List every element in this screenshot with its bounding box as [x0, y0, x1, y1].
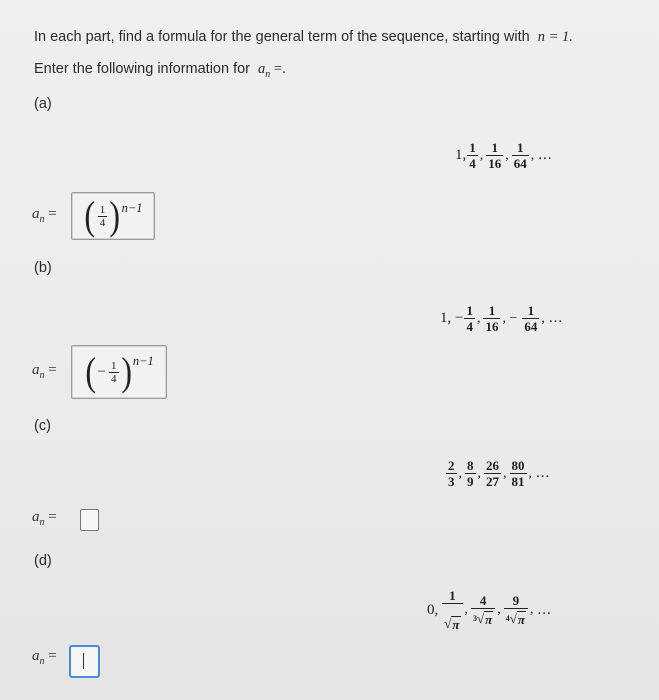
instructions-an: $a_n$ — [258, 61, 271, 80]
seq-fraction: 1 √ π — [442, 588, 462, 632]
part-d-sequence: 0, 1 √ π , 4 3 √ π , 9 4 √ π , ... — [427, 588, 552, 632]
part-c-answer-field[interactable] — [80, 509, 99, 531]
seq-fraction: $\frac{1}{4}$ — [469, 140, 476, 171]
seq-term: 1, — [455, 147, 467, 163]
part-c-lhs: $a_n$ = — [32, 509, 57, 528]
part-d-lhs: $a_n$ = — [32, 648, 57, 667]
seq-term: 1, − — [440, 310, 464, 326]
sqrt-denominator: √ π — [442, 603, 462, 632]
text-caret — [83, 653, 84, 669]
part-d-answer-field[interactable] — [69, 645, 100, 678]
seq-fraction: $\frac{1}{64}$ — [524, 303, 538, 334]
seq-ellipsis: ... — [536, 465, 551, 481]
seq-fraction: $\frac{2}{3}$ — [448, 458, 455, 489]
left-paren: ( — [85, 349, 97, 394]
instructions-text: In each part, find a formula for the general term of the sequence, starting with — [34, 29, 530, 45]
part-a-sequence: 1, $\frac{1}{4}$ , $\frac{1}{16}$ , $\frac{1}{64}$ , ... — [455, 140, 553, 171]
answer-exponent: n−1 — [132, 354, 154, 368]
part-b-label: (b) — [34, 260, 52, 276]
part-b-lhs: $a_n$ = — [32, 362, 57, 381]
seq-fraction: $\frac{1}{4}$ — [466, 303, 473, 334]
seq-fraction: $\frac{8}{9}$ — [467, 458, 474, 489]
part-d-label: (d) — [34, 553, 52, 569]
part-a-label: (a) — [34, 96, 52, 112]
instructions-line2 — [34, 61, 286, 80]
right-paren: ) — [120, 349, 132, 394]
seq-fraction: 9 4 √ π — [504, 593, 528, 627]
seq-fraction: 4 3 √ π — [471, 593, 495, 627]
seq-fraction: $\frac{26}{27}$ — [486, 458, 499, 489]
seq-ellipsis: ... — [537, 601, 552, 618]
instructions-eq: =. — [270, 61, 286, 77]
left-paren: ( — [84, 193, 96, 238]
instructions-line1 — [34, 29, 573, 46]
seq-ellipsis: ... — [548, 310, 564, 326]
part-a-answer-field[interactable] — [71, 192, 155, 240]
seq-fraction: $\frac{80}{81}$ — [511, 458, 525, 489]
seq-term: 0, — [427, 601, 439, 618]
4th-root-denominator: 4 √ π — [504, 608, 528, 627]
part-c-label: (c) — [34, 418, 51, 434]
part-c-sequence: $\frac{2}{3}$ , $\frac{8}{9}$ , $\frac{26}{27}$ , $\frac{80}{81}$ , ... — [448, 458, 551, 489]
part-b-answer-field[interactable] — [71, 345, 167, 399]
instructions-text-2: Enter the following information for — [34, 61, 250, 77]
part-a-lhs: $a_n$ = — [32, 206, 57, 225]
cbrt-denominator: 3 √ π — [471, 608, 495, 627]
seq-fraction: $\frac{1}{16}$ — [488, 140, 502, 171]
answer-fraction: $\frac{1}{4}$ — [99, 203, 106, 229]
part-b-sequence: 1, − $\frac{1}{4}$ , $\frac{1}{16}$ , − $\frac{1}{64}$ , ... — [440, 303, 564, 334]
instructions-math: n = 1. — [537, 29, 573, 45]
seq-fraction: $\frac{1}{16}$ — [485, 303, 499, 334]
seq-ellipsis: ... — [538, 147, 553, 163]
answer-minus: − — [97, 363, 107, 380]
answer-exponent: n−1 — [121, 201, 143, 215]
answer-fraction: $\frac{1}{4}$ — [111, 359, 117, 385]
seq-fraction: $\frac{1}{64}$ — [513, 140, 527, 171]
right-paren: ) — [109, 193, 121, 238]
